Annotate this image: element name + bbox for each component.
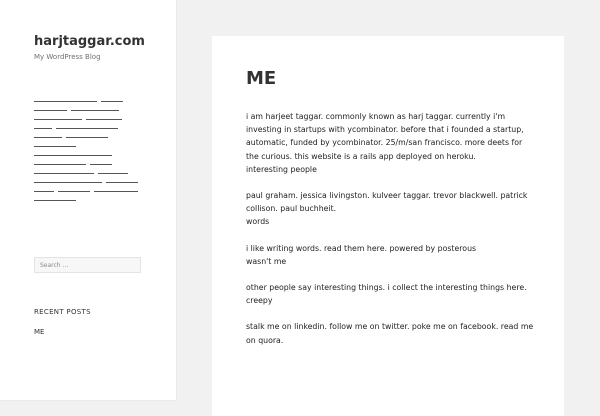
sidebar-link[interactable]: [66, 137, 108, 138]
sidebar-link[interactable]: [106, 182, 138, 183]
recent-post-link[interactable]: ME: [34, 328, 45, 336]
sidebar-link[interactable]: [34, 164, 86, 165]
sidebar-link[interactable]: [34, 173, 94, 174]
sidebar-link[interactable]: [34, 110, 67, 111]
link-line: [34, 95, 142, 104]
link-line: [34, 149, 142, 158]
paragraph: [246, 320, 536, 346]
sidebar-link-list: [34, 95, 142, 203]
page-title: ME: [246, 68, 277, 89]
sidebar-link[interactable]: [90, 164, 112, 165]
sidebar-link[interactable]: [34, 191, 54, 192]
recent-posts-heading: RECENT POSTS: [34, 308, 91, 316]
page-body: [246, 110, 536, 360]
paragraph: [246, 281, 536, 307]
link-line: [34, 104, 142, 113]
section-label: words: [246, 217, 270, 227]
page-content-card: [212, 36, 564, 416]
site-description: My WordPress Blog: [34, 53, 101, 61]
paragraph-text: other people say interesting things. i collect the interesting things here.: [246, 283, 527, 293]
link-line: [34, 176, 142, 185]
paragraph-text: stalk me on linkedin. follow me on twitter. poke me on facebook. read me on quora.: [246, 322, 534, 345]
sidebar-link[interactable]: [56, 128, 118, 129]
link-line: [34, 185, 142, 194]
paragraph-text: i like writing words. read them here. powered by posterous: [246, 243, 477, 253]
section-label: interesting people: [246, 164, 317, 174]
paragraph: [246, 110, 536, 176]
section-label: wasn't me: [246, 256, 287, 266]
sidebar-link[interactable]: [101, 101, 123, 102]
paragraph-text: paul graham. jessica livingston. kulveer taggar. trevor blackwell. patrick collison. paul buchheit.: [246, 191, 528, 214]
sidebar-link[interactable]: [86, 119, 122, 120]
sidebar-link[interactable]: [58, 191, 90, 192]
paragraph: [246, 189, 536, 229]
sidebar-link[interactable]: [34, 128, 52, 129]
link-line: [34, 194, 142, 203]
sidebar-link[interactable]: [34, 146, 76, 147]
sidebar-link[interactable]: [34, 200, 76, 201]
sidebar: [0, 0, 176, 400]
sidebar-link[interactable]: [34, 101, 97, 102]
paragraph: [246, 242, 536, 268]
search-input[interactable]: [34, 257, 141, 273]
link-line: [34, 122, 142, 131]
link-line: [34, 158, 142, 167]
sidebar-link[interactable]: [71, 110, 119, 111]
sidebar-link[interactable]: [34, 137, 62, 138]
section-label: creepy: [246, 296, 273, 306]
paragraph-text: i am harjeet taggar. commonly known as harj taggar. currently i'm investing in startups with ycombinator. before that i founded a startup, automatic, funded by ycombinator. 25/m/san francisco. more deets for the curious. this website is a rails app deployed on heroku.: [246, 112, 524, 161]
sidebar-link[interactable]: [34, 182, 102, 183]
link-line: [34, 167, 142, 176]
link-line: [34, 140, 142, 149]
site-title[interactable]: harjtaggar.com: [34, 34, 145, 49]
link-line: [34, 113, 142, 122]
sidebar-link[interactable]: [34, 155, 112, 156]
link-line: [34, 131, 142, 140]
sidebar-link[interactable]: [34, 119, 82, 120]
sidebar-link[interactable]: [94, 191, 138, 192]
sidebar-link[interactable]: [98, 173, 128, 174]
